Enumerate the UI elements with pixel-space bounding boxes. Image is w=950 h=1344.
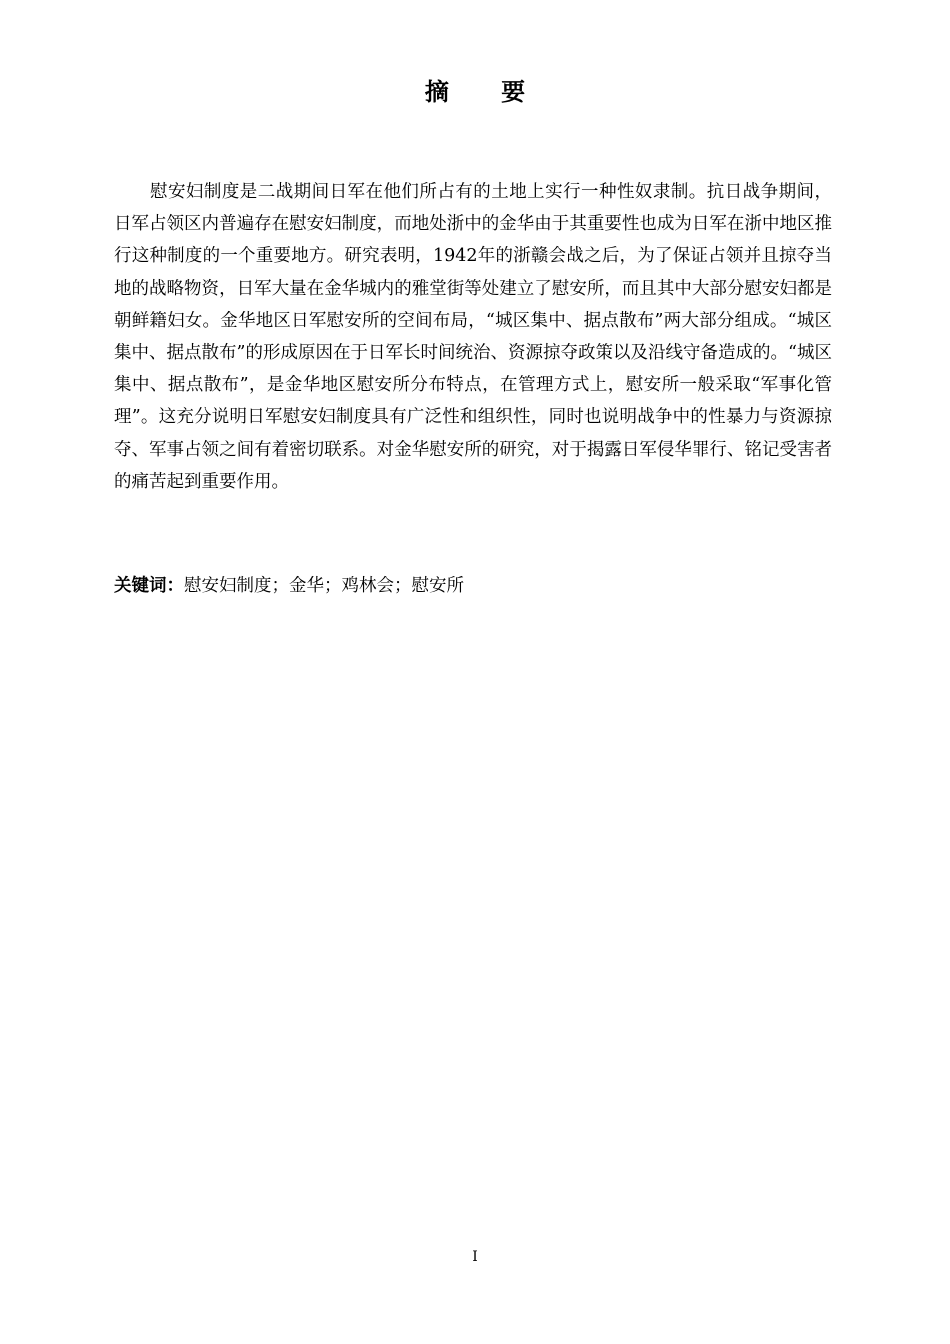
page-title: 摘 要 [424,78,548,106]
abstract-paragraph: 慰安妇制度是二战期间日军在他们所占有的土地上实行一种性奴隶制。抗日战争期间，日军占领区内普遍存在慰安妇制度，而地处浙中的金华由于其重要性也成为日军在浙中地区推行这种制度的一个重要地方。研究表明，1942年的浙赣会战之后，为了保证占领并且掠夺当地的战略物资，日军大量在金华城内的雅堂街等处建立了慰安所，而且其中大部分慰安妇都是朝鲜籍妇女。金华地区日军慰安所的空间布局，“城区集中、据点散布”两大部分组成。“城区集中、据点散布”的形成原因在于日军长时间统治、资源掠夺政策以及沿线守备造成的。“城区集中、据点散布”，是金华地区慰安所分布特点，在管理方式上，慰安所一般采取“军事化管理”。这充分说明日军慰安妇制度具有广泛性和组织性，同时也说明战争中的性暴力与资源掠夺、军事占领之间有着密切联系。对金华慰安所的研究，对于揭露日军侵华罪行、铭记受害者的痛苦起到重要作用。 [114,182,832,492]
keywords-label: 关键词： [114,576,184,596]
page-number: I [472,1249,478,1265]
keywords-text: 慰安妇制度；金华；鸡林会；慰安所 [184,576,464,596]
keywords-line [114,571,832,601]
